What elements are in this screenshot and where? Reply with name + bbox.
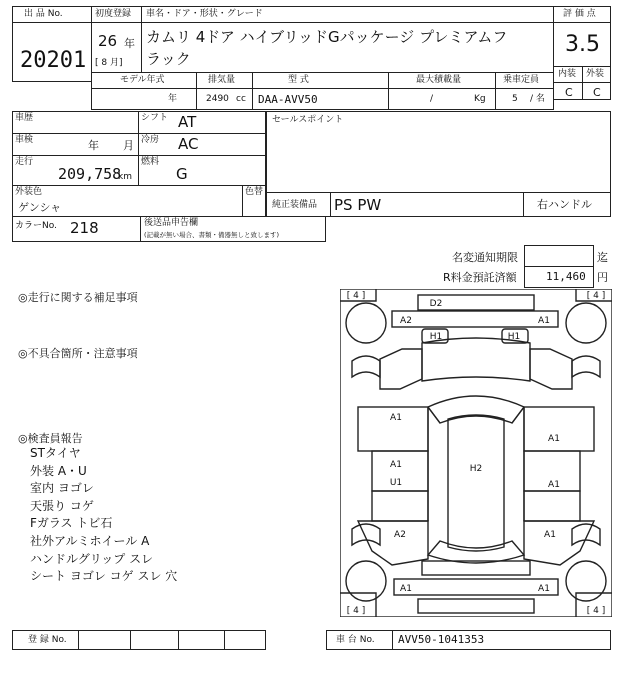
mark-door-fl-2: U1 xyxy=(389,478,403,488)
tire-rear-right xyxy=(566,561,606,601)
score-value: 3.5 xyxy=(565,32,600,57)
reg-no-label: 登 録 No. xyxy=(28,635,67,645)
inspector-label: ◎検査員報告 xyxy=(18,432,83,445)
displacement-label: 排気量 xyxy=(208,75,236,85)
recycle-value: 11,460 xyxy=(546,270,586,283)
panel-rear-bumper-bottom xyxy=(418,599,534,613)
panel-fender-fl-top xyxy=(380,349,422,389)
mark-headlight-left: H1 xyxy=(429,332,443,342)
mark-front-bumper-top: D2 xyxy=(429,299,443,309)
inspector-item: ハンドルグリップ スレ xyxy=(30,551,154,566)
inspector-item: Fガラス トビ石 xyxy=(30,516,113,531)
color-no-value: 218 xyxy=(70,219,99,237)
recycle-label: R料金預託済額 xyxy=(443,271,517,284)
max-load-label: 最大積載量 xyxy=(416,75,462,85)
mark-headlight-right: H1 xyxy=(507,332,521,342)
max-load-unit: Kg xyxy=(474,94,486,104)
inspector-item: 外装 A・U xyxy=(30,463,87,478)
aftermarket-note: (記載が無い場合、書類・備器無しと致します) xyxy=(144,231,280,239)
color-value: ゲンシャ xyxy=(18,201,62,214)
recycle-unit: 円 xyxy=(597,271,608,284)
chassis-label: 車 台 No. xyxy=(336,635,375,645)
mark-fender-fr: A1 xyxy=(548,434,560,444)
equipment-label: 純正装備品 xyxy=(272,200,318,210)
mark-quarter-rr: A1 xyxy=(544,530,556,540)
panel-quarter-rr xyxy=(524,521,594,565)
mark-door-fr: A1 xyxy=(548,480,560,490)
inspector-item: STタイヤ xyxy=(30,446,81,460)
details-block xyxy=(12,111,266,186)
color-label: 外装色 xyxy=(15,187,43,197)
score-label: 評 価 点 xyxy=(563,9,596,19)
first-reg-month: [ 8 月] xyxy=(95,58,123,68)
panel-roof xyxy=(448,415,504,551)
type-label: 型 式 xyxy=(288,75,309,85)
wheel-well-rr xyxy=(572,524,600,545)
tire-tag-fr: [ 4 ] xyxy=(586,291,606,301)
equipment-value: PS PW xyxy=(334,196,382,214)
model-year-label: モデル年式 xyxy=(120,75,165,85)
exterior-label: 外装 xyxy=(586,69,605,79)
interior-grade: C xyxy=(565,86,573,99)
inspector-item: 室内 ヨゴレ xyxy=(30,481,94,496)
transfer-box xyxy=(524,245,594,267)
year-unit: 年 xyxy=(124,37,135,50)
mileage-unit: km xyxy=(118,172,132,182)
ac-value: AC xyxy=(178,135,199,153)
shift-label: シフト xyxy=(141,113,169,123)
defects-label: ◎不具合箇所・注意事項 xyxy=(18,347,138,360)
wheel-well-rl xyxy=(352,524,380,545)
car-diagram xyxy=(340,289,612,617)
shift-value: AT xyxy=(178,113,197,131)
mark-rear-bumper-left: A1 xyxy=(400,584,412,594)
lot-no-label: 出 品 No. xyxy=(24,9,63,19)
car-name-line2: ラック xyxy=(146,50,191,68)
driving-notes-label: ◎走行に関する補足事項 xyxy=(18,291,138,304)
exterior-grade: C xyxy=(593,86,601,99)
tire-rear-left xyxy=(346,561,386,601)
mark-fender-fl: A1 xyxy=(390,413,402,423)
interior-label: 内装 xyxy=(558,69,577,79)
wheel-well-fl xyxy=(352,356,380,377)
displacement-unit: cc xyxy=(236,94,246,104)
mark-rear-bumper-right: A1 xyxy=(538,584,550,594)
max-load: / xyxy=(430,94,434,104)
car-name-label: 車名・ドア・形状・グレード xyxy=(146,9,263,19)
history-label: 車歴 xyxy=(15,113,34,123)
mark-roof: H2 xyxy=(469,464,483,474)
inspector-item: 天張り コゲ xyxy=(30,498,94,513)
transfer-unit: 迄 xyxy=(597,251,608,264)
inspection-month: 月 xyxy=(123,139,134,152)
ac-label: 冷房 xyxy=(141,135,160,145)
mark-quarter-rl: A2 xyxy=(394,530,406,540)
fuel-label: 燃料 xyxy=(141,157,160,167)
panel-fender-fr xyxy=(524,407,594,451)
first-reg-label: 初度登録 xyxy=(95,9,132,19)
color-no-label: カラーNo. xyxy=(15,221,57,231)
tire-tag-rr: [ 4 ] xyxy=(586,606,606,616)
wheel-well-fr xyxy=(572,356,600,377)
inspection-year: 年 xyxy=(88,139,99,152)
inspector-item: シート ヨゴレ コゲ スレ 穴 xyxy=(30,569,178,584)
mark-front-bumper-left: A2 xyxy=(400,316,412,326)
sales-point-label: セールスポイント xyxy=(272,115,344,125)
car-name-line1: カムリ 4ドア ハイブリッドGパッケージ プレミアムフ xyxy=(146,28,508,46)
repaint-label: 色替 xyxy=(245,187,264,197)
panel-front-bumper xyxy=(392,311,558,327)
windshield xyxy=(428,396,524,423)
model-year-unit: 年 xyxy=(168,94,178,104)
tire-front-left xyxy=(346,303,386,343)
mark-door-fl: A1 xyxy=(390,460,402,470)
tire-tag-fl: [ 4 ] xyxy=(346,291,366,301)
tire-front-right xyxy=(566,303,606,343)
capacity-label: 乗車定員 xyxy=(503,75,540,85)
first-reg-year: 26 xyxy=(98,32,118,50)
inspection-label: 車検 xyxy=(15,135,34,145)
panel-door-rl xyxy=(372,491,428,521)
panel-rear-bumper xyxy=(394,579,558,595)
panel-hood xyxy=(422,338,530,381)
tire-tag-rl: [ 4 ] xyxy=(346,606,366,616)
mark-front-bumper-right: A1 xyxy=(538,316,550,326)
type-value: DAA-AVV50 xyxy=(258,93,318,106)
panel-door-rr xyxy=(524,491,580,521)
mileage: 209,758 xyxy=(58,165,122,183)
rear-window xyxy=(428,541,524,563)
handle-value: 右ハンドル xyxy=(537,198,592,211)
capacity-unit: / 名 xyxy=(530,94,545,104)
transfer-label: 名変通知期限 xyxy=(452,251,518,264)
chassis-no: AVV50-1041353 xyxy=(398,633,485,646)
fuel-value: G xyxy=(176,165,188,183)
panel-quarter-rl xyxy=(358,521,428,565)
aftermarket-label: 後送品申告欄 xyxy=(144,218,199,228)
capacity: 5 xyxy=(512,94,518,104)
mileage-label: 走行 xyxy=(15,157,34,167)
displacement: 2490 xyxy=(206,94,229,104)
inspector-item: 社外アルミホイール A xyxy=(30,534,150,548)
panel-fender-fr-top xyxy=(530,349,572,389)
lot-no: 20201 xyxy=(20,48,87,73)
